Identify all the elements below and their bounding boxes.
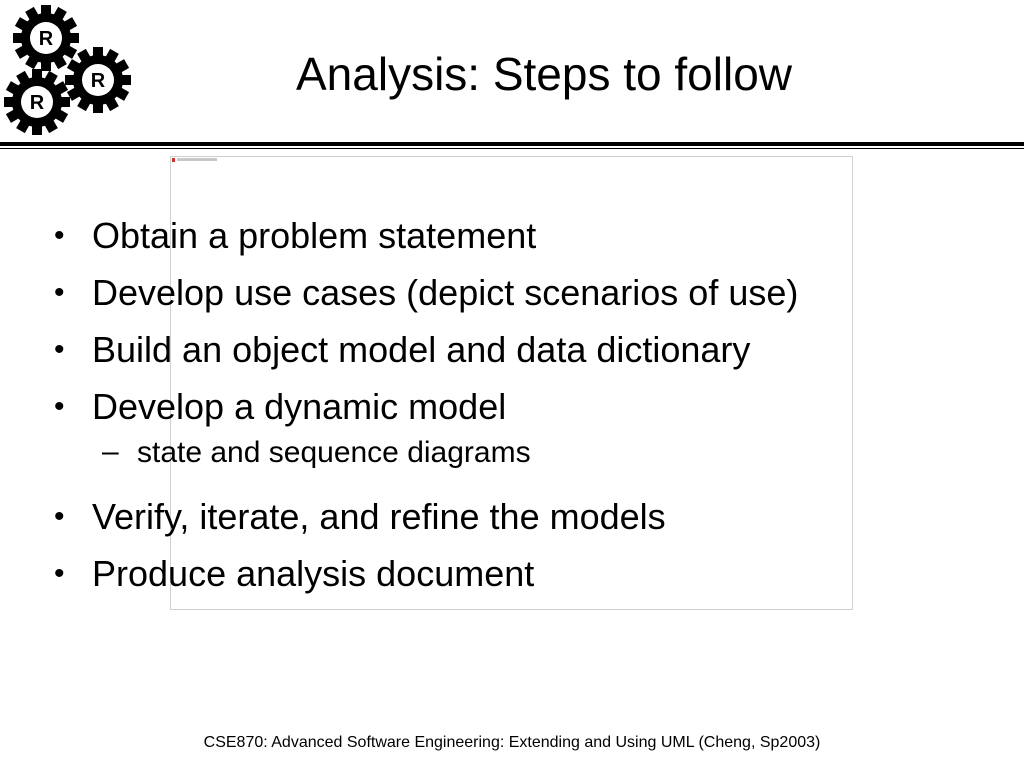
bullet-icon: • [54,500,65,533]
sub-bullet-icon: – [102,435,119,468]
bullet-text: Produce analysis document [92,553,535,594]
slide-title: Analysis: Steps to follow [296,48,793,100]
title-divider-thin [0,148,1024,149]
gears-logo [0,0,140,142]
svg-text:R: R [29,92,45,114]
bullet-icon: • [54,219,65,252]
svg-text:R: R [38,28,54,50]
slide-footer [0,733,1024,753]
bullet-text: Develop use cases (depict scenarios of use) [92,272,799,313]
bullet-text: Obtain a problem statement [92,215,537,256]
embedded-object-icon [172,158,175,162]
bullet-text: Develop a dynamic model [92,386,507,427]
gear-icon-bottom [4,69,70,135]
bullet-icon: • [54,333,65,366]
embedded-object-caption [177,158,217,161]
bullet-icon: • [54,390,65,423]
bullet-icon: • [54,557,65,590]
bullet-icon: • [54,276,65,309]
bullet-text: Build an object model and data dictionary [92,329,751,370]
gear-icon-right [65,47,131,113]
bullet-text: Verify, iterate, and refine the models [92,496,666,537]
title-divider-thick [0,142,1024,146]
footer-text: CSE870: Advanced Software Engineering: Extending and Using UML (Cheng, Sp2003) [203,734,821,751]
svg-text:R: R [90,70,106,92]
gear-icon-top [13,5,79,71]
sub-bullet-text: state and sequence diagrams [137,436,531,469]
